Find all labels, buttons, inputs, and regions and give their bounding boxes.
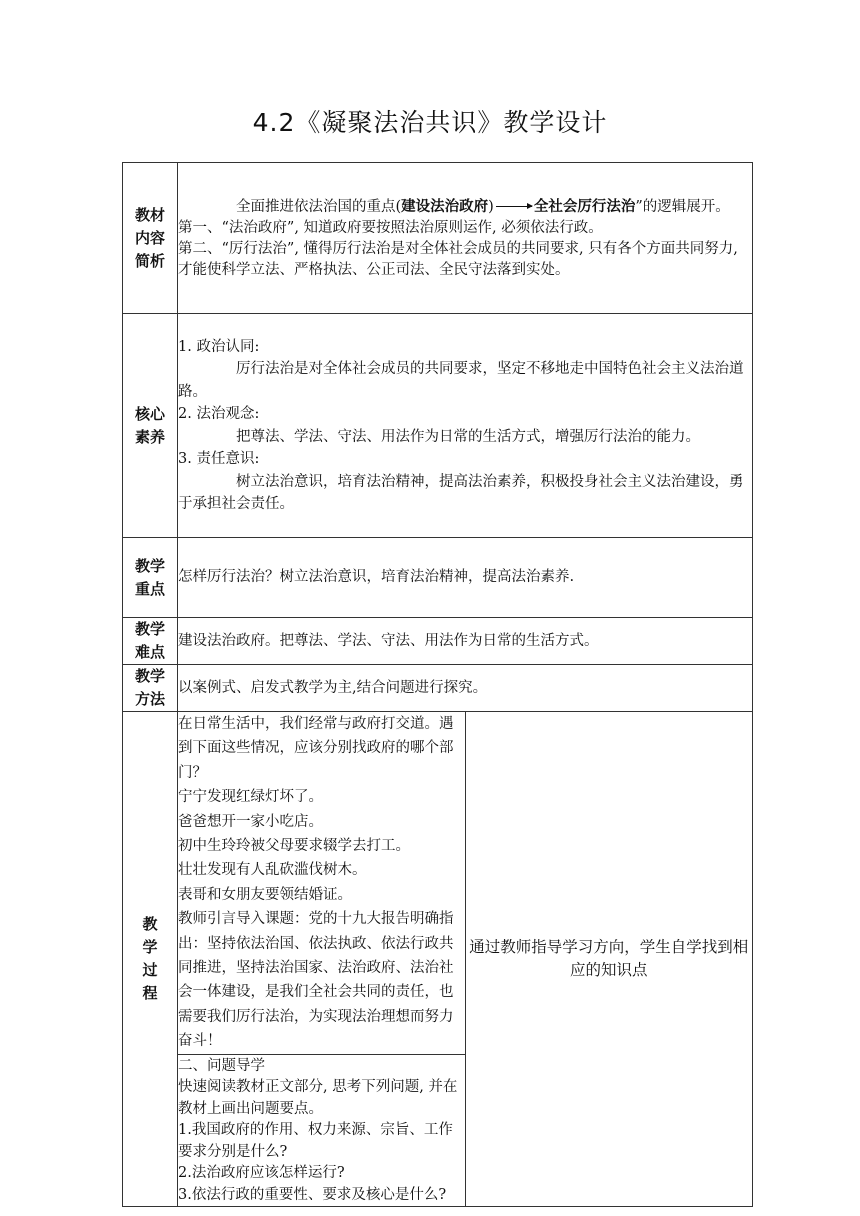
content-difficulties: 建设法治政府。把尊法、学法、守法、用法作为日常的生活方式。: [178, 618, 753, 665]
label-difficulties: [123, 618, 178, 665]
label-line: 核心: [134, 404, 165, 423]
process-line: 初中生玲玲被父母要求辍学去打工。: [178, 838, 410, 855]
lesson-plan-table: [122, 162, 753, 1207]
analysis-point-2: 第二、“厉行法治”, 懂得厉行法治是对全体社会成员的共同要求, 只有各个方面共同努力, 才能使科学立法、严格执法、公正司法、全民守法落到实处。: [178, 240, 738, 278]
analysis-intro: 全面推进依法治国的重点(建设法治政府) 全社会厉行法治”的逻辑展开。: [236, 197, 730, 215]
label-line: 程: [142, 984, 158, 1003]
label-line: 教: [142, 915, 158, 934]
content-literacy: [178, 314, 753, 538]
arrow-icon: [496, 206, 532, 207]
process-note: 通过教师指导学习方向，学生自学找到相应的知识点: [465, 712, 753, 1207]
label-line: 教学: [134, 620, 165, 638]
label-line: 教材: [134, 205, 165, 224]
label-line: 方法: [134, 690, 165, 708]
label-methods: [123, 665, 178, 712]
process-line: 表哥和女朋友要领结婚证。: [178, 886, 352, 903]
analysis-point-1: 第一、“法治政府”, 知道政府要按照法治原则运作, 必须依法行政。: [178, 219, 603, 236]
label-analysis: [123, 163, 178, 314]
content-process: [178, 712, 466, 1207]
content-analysis: [178, 163, 753, 314]
process-line: 1.我国政府的作用、权力来源、宗旨、工作要求分别是什么?: [178, 1122, 453, 1160]
content-key-points: 怎样厉行法治？树立法治意识，培育法治精神，提高法治素养.: [178, 538, 753, 618]
process-line: 3.依法行政的重要性、要求及核心是什么?: [178, 1186, 447, 1203]
literacy-text-3: 树立法治意识，培育法治精神，提高法治素养，积极投身社会主义法治建设，勇于承担社会责任。: [178, 473, 744, 512]
literacy-heading-3: 3. 责任意识:: [178, 451, 260, 467]
process-line: 宁宁发现红绿灯坏了。: [178, 789, 323, 806]
process-line: 爸爸想开一家小吃店。: [178, 813, 323, 830]
process-line: 二、问题导学: [178, 1057, 265, 1074]
bold-term: 全社会厉行法治: [533, 197, 636, 215]
process-line: 2.法治政府应该怎样运行?: [178, 1165, 345, 1182]
process-line: 快速阅读教材正文部分, 思考下列问题, 并在教材上画出问题要点。: [178, 1079, 458, 1117]
literacy-heading-2: 2. 法治观念:: [178, 406, 260, 422]
label-process: [123, 712, 178, 1207]
label-key-points: [123, 538, 178, 618]
label-line: 教学: [134, 556, 165, 575]
page-title: 4.2《凝聚法治共识》教学设计: [252, 108, 608, 137]
label-line: 学: [142, 938, 158, 957]
content-methods: 以案例式、启发式教学为主,结合问题进行探究。: [178, 665, 753, 712]
literacy-text-2: 把尊法、学法、守法、用法作为日常的生活方式，增强厉行法治的能力。: [236, 428, 700, 445]
label-line: 素养: [134, 427, 165, 446]
label-line: 难点: [134, 643, 165, 661]
label-line: 教学: [134, 667, 165, 685]
process-line: 在日常生活中，我们经常与政府打交道。遇到下面这些情况，应该分别找政府的哪个部门？: [178, 716, 454, 781]
label-line: 简析: [134, 251, 165, 270]
label-line: 重点: [134, 579, 165, 598]
label-line: 内容: [134, 228, 165, 247]
process-part-2: [178, 1054, 465, 1206]
process-part-1: [178, 712, 465, 1054]
label-literacy: [123, 314, 178, 538]
label-line: 过: [142, 961, 158, 980]
literacy-heading-1: 1. 政治认同:: [178, 338, 260, 355]
literacy-text-1: 厉行法治是对全体社会成员的共同要求，坚定不移地走中国特色社会主义法治道路。: [178, 361, 744, 400]
process-inner-table: [178, 712, 465, 1206]
process-line: 教师引言导入课题：党的十九大报告明确指出：坚持依法治国、依法执政、依法行政共同推进，坚持法治国家、法治政府、法治社会一体建设，是我们全社会共同的责任，也需要我们厉行法治，为实现法治理想而努力奋斗！: [178, 911, 454, 1050]
bold-term: 建设法治政府: [401, 197, 489, 215]
process-line: 壮壮发现有人乱砍滥伐树木。: [178, 862, 367, 879]
